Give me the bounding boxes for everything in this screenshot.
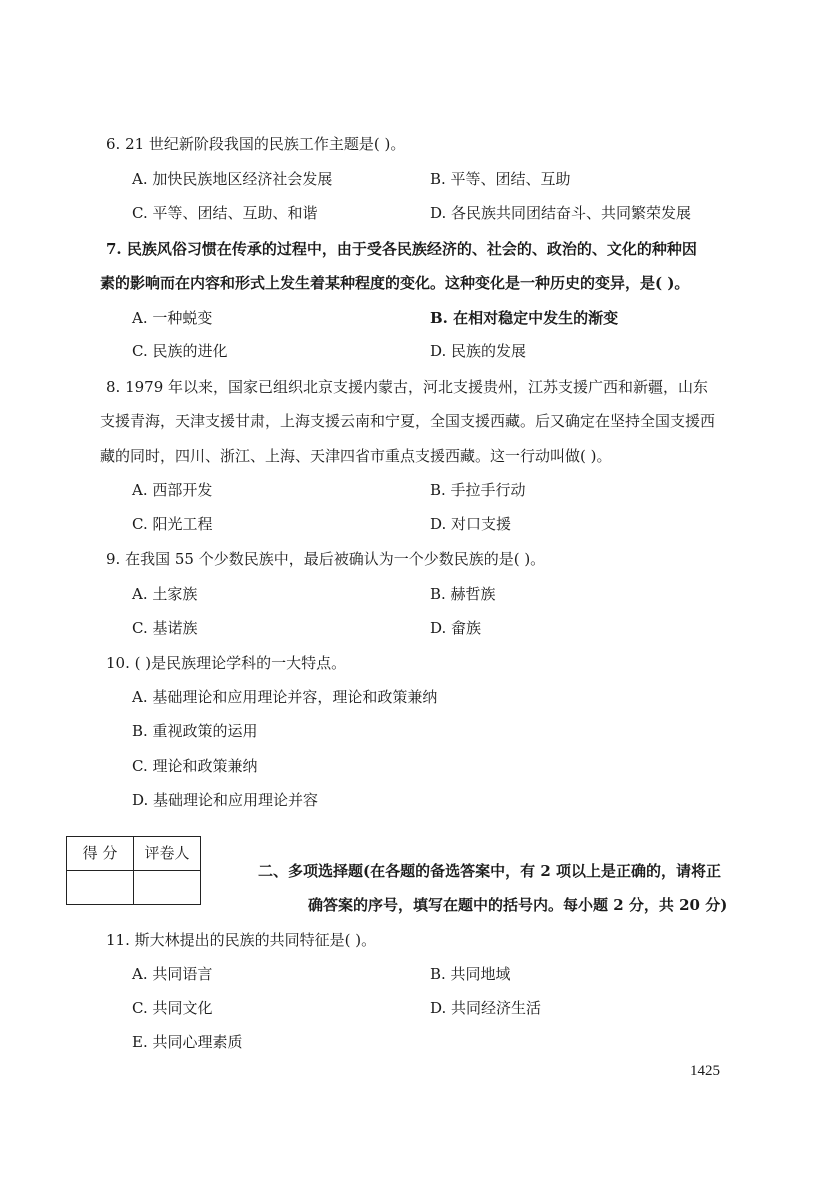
question-6-option-b: B. 平等、团结、互助 [430, 170, 571, 188]
question-7-option-d: D. 民族的发展 [430, 342, 527, 360]
question-10-option-a: A. 基础理论和应用理论并容，理论和政策兼纳 [132, 688, 438, 706]
grader-cell [134, 871, 201, 905]
question-10-stem: 10. ( )是民族理论学科的一大特点。 [106, 654, 347, 672]
question-6-option-a: A. 加快民族地区经济社会发展 [132, 170, 333, 188]
grader-label: 评卷人 [134, 837, 201, 871]
question-9-stem: 9. 在我国 55 个少数民族中，最后被确认为一个少数民族的是( )。 [106, 550, 546, 568]
question-10-option-c: C. 理论和政策兼纳 [132, 757, 258, 775]
question-8-stem-line-2: 支援青海，天津支援甘肃，上海支援云南和宁夏，全国支援西藏。后又确定在坚持全国支援西 [100, 412, 716, 430]
question-7-option-c: C. 民族的进化 [132, 342, 228, 360]
question-9-option-d: D. 畲族 [430, 619, 482, 637]
question-11-option-c: C. 共同文化 [132, 999, 213, 1017]
question-11-option-a: A. 共同语言 [132, 965, 213, 983]
section-2-heading-line-2: 确答案的序号，填写在题中的括号内。每小题 2 分，共 20 分) [308, 896, 728, 914]
question-7-stem-line-2: 素的影响而在内容和形式上发生着某种程度的变化。这种变化是一种历史的变异，是( )。 [100, 274, 690, 292]
question-8-option-b: B. 手拉手行动 [430, 481, 526, 499]
question-7-stem-line-1: 7. 民族风俗习惯在传承的过程中，由于受各民族经济的、社会的、政治的、文化的种种因 [106, 240, 697, 258]
section-2-heading-line-1: 二、多项选择题(在各题的备选答案中，有 2 项以上是正确的，请将正 [258, 862, 721, 880]
question-11-option-b: B. 共同地域 [430, 965, 511, 983]
question-8-option-a: A. 西部开发 [132, 481, 213, 499]
question-10-option-b: B. 重视政策的运用 [132, 722, 258, 740]
question-8-stem-line-3: 藏的同时，四川、浙江、上海、天津四省市重点支援西藏。这一行动叫做( )。 [100, 447, 612, 465]
question-8-stem-line-1: 8. 1979 年以来，国家已组织北京支援内蒙古，河北支援贵州，江苏支援广西和新疆，山东 [106, 378, 709, 396]
page-number: 1425 [690, 1063, 720, 1079]
question-11-option-d: D. 共同经济生活 [430, 999, 542, 1017]
question-7-option-a: A. 一种蜕变 [132, 309, 213, 327]
question-8-option-d: D. 对口支援 [430, 515, 512, 533]
question-8-option-c: C. 阳光工程 [132, 515, 213, 533]
score-table [66, 836, 201, 905]
question-9-option-c: C. 基诺族 [132, 619, 198, 637]
question-11-option-e: E. 共同心理素质 [132, 1033, 243, 1051]
question-6-option-c: C. 平等、团结、互助、和谐 [132, 204, 318, 222]
question-9-option-b: B. 赫哲族 [430, 585, 496, 603]
score-label: 得 分 [67, 837, 134, 871]
question-11-stem: 11. 斯大林提出的民族的共同特征是( )。 [106, 931, 377, 949]
question-6-stem: 6. 21 世纪新阶段我国的民族工作主题是( )。 [106, 135, 406, 153]
score-cell [67, 871, 134, 905]
question-6-option-d: D. 各民族共同团结奋斗、共同繁荣发展 [430, 204, 692, 222]
question-10-option-d: D. 基础理论和应用理论并容 [132, 791, 319, 809]
question-7-option-b: B. 在相对稳定中发生的渐变 [430, 309, 619, 327]
question-9-option-a: A. 土家族 [132, 585, 198, 603]
